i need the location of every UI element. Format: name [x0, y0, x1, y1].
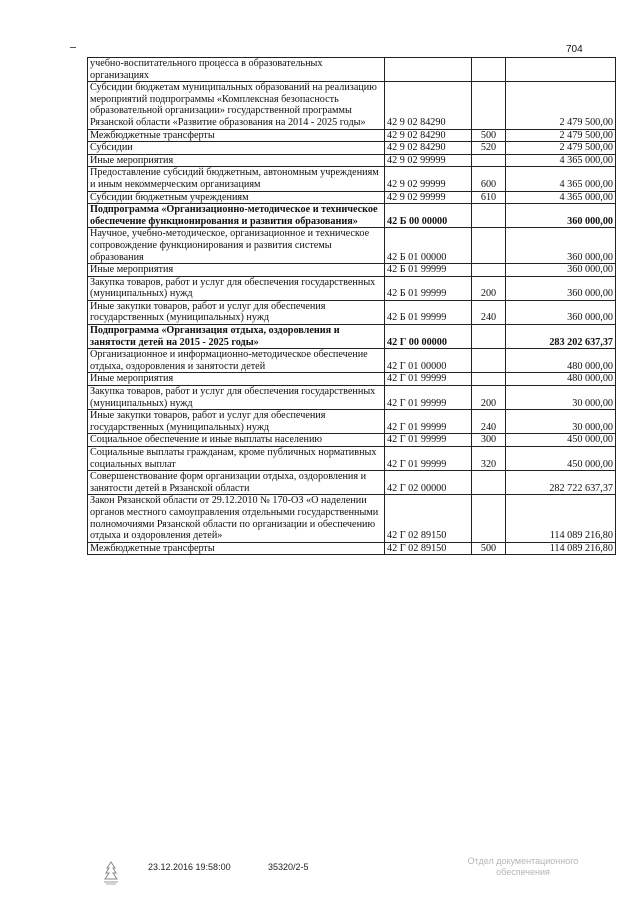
- table-row: [88, 434, 616, 447]
- table-row: [88, 495, 616, 542]
- row-name: Иные закупки товаров, работ и услуг для обеспечения государственных (муниципальных) нужд: [88, 410, 385, 434]
- row-code: 42 Б 01 99999: [385, 264, 472, 277]
- row-code: 42 Г 01 99999: [385, 373, 472, 386]
- row-name: Иные мероприятия: [88, 373, 385, 386]
- row-amount: 30 000,00: [506, 410, 616, 434]
- row-code: 42 Г 00 00000: [385, 325, 472, 349]
- row-code: 42 Г 01 99999: [385, 386, 472, 410]
- row-code: 42 Г 01 99999: [385, 434, 472, 447]
- row-expense-type: 500: [472, 542, 506, 555]
- row-name: Социальные выплаты гражданам, кроме публичных нормативных социальных выплат: [88, 447, 385, 471]
- row-expense-type: [472, 154, 506, 167]
- row-amount: [506, 58, 616, 82]
- row-expense-type: [472, 495, 506, 542]
- page-number: 704: [566, 44, 583, 55]
- table-row: [88, 129, 616, 142]
- row-name: Субсидии бюджетам муниципальных образований на реализацию мероприятий подпрограммы «Комплексная безопасность образовательной организации» государственной программы Рязанской области «Развитие образования на 2014 - 2025 годы»: [88, 82, 385, 129]
- row-name: Организационное и информационно-методическое обеспечение отдыха, оздоровления и занятости детей: [88, 349, 385, 373]
- row-code: 42 Г 01 99999: [385, 410, 472, 434]
- row-name: Межбюджетные трансферты: [88, 129, 385, 142]
- row-expense-type: [472, 349, 506, 373]
- budget-table: [87, 57, 616, 555]
- table-row: [88, 82, 616, 129]
- row-amount: 2 479 500,00: [506, 142, 616, 155]
- row-amount: 2 479 500,00: [506, 82, 616, 129]
- table-row: [88, 373, 616, 386]
- row-name: Научное, учебно-методическое, организационное и техническое сопровождение функционирования и развития системы образования: [88, 228, 385, 264]
- row-amount: 30 000,00: [506, 386, 616, 410]
- row-code: 42 9 02 84290: [385, 129, 472, 142]
- row-expense-type: 240: [472, 300, 506, 324]
- row-expense-type: [472, 82, 506, 129]
- table-row: [88, 142, 616, 155]
- row-expense-type: 200: [472, 276, 506, 300]
- row-name: Подпрограмма «Организационно-методическое и техническое обеспечение функционирования и развития образования»: [88, 204, 385, 228]
- table-row: [88, 276, 616, 300]
- row-expense-type: 240: [472, 410, 506, 434]
- row-expense-type: 200: [472, 386, 506, 410]
- row-code: 42 Б 01 99999: [385, 276, 472, 300]
- footer-date: 23.12.2016 19:58:00: [148, 862, 231, 872]
- row-code: 42 Б 01 99999: [385, 300, 472, 324]
- row-code: 42 Г 02 00000: [385, 471, 472, 495]
- table-row: [88, 349, 616, 373]
- row-code: 42 Г 01 99999: [385, 447, 472, 471]
- row-amount: 4 365 000,00: [506, 191, 616, 204]
- row-amount: 450 000,00: [506, 434, 616, 447]
- row-amount: 114 089 216,80: [506, 542, 616, 555]
- table-row: [88, 154, 616, 167]
- table-row: [88, 300, 616, 324]
- row-expense-type: [472, 264, 506, 277]
- row-name: Совершенствование форм организации отдыха, оздоровления и занятости детей в Рязанской области: [88, 471, 385, 495]
- row-code: 42 9 02 99999: [385, 154, 472, 167]
- row-amount: 4 365 000,00: [506, 167, 616, 191]
- row-amount: 360 000,00: [506, 264, 616, 277]
- row-name: Закон Рязанской области от 29.12.2010 № 170-ОЗ «О наделении органов местного самоуправления отдельными государственными полномочиями Рязанской области по организации и обеспечению отдыха и оздоровления детей»: [88, 495, 385, 542]
- margin-mark: [70, 47, 76, 48]
- table-row: [88, 167, 616, 191]
- row-code: 42 9 02 84290: [385, 82, 472, 129]
- row-expense-type: [472, 58, 506, 82]
- row-name: Иные мероприятия: [88, 154, 385, 167]
- row-name: Иные мероприятия: [88, 264, 385, 277]
- footer-stamp: Отдел документационного обеспечения: [467, 856, 579, 877]
- row-amount: 283 202 637,37: [506, 325, 616, 349]
- row-expense-type: 610: [472, 191, 506, 204]
- table-row: [88, 191, 616, 204]
- row-expense-type: 520: [472, 142, 506, 155]
- row-code: [385, 58, 472, 82]
- row-amount: 4 365 000,00: [506, 154, 616, 167]
- row-expense-type: [472, 471, 506, 495]
- row-expense-type: [472, 228, 506, 264]
- row-expense-type: 320: [472, 447, 506, 471]
- row-amount: 360 000,00: [506, 228, 616, 264]
- table-row: [88, 410, 616, 434]
- row-expense-type: 300: [472, 434, 506, 447]
- row-code: 42 Б 00 00000: [385, 204, 472, 228]
- footer-doc-id: 35320/2-5: [268, 862, 309, 872]
- row-code: 42 Г 02 89150: [385, 495, 472, 542]
- table-row: [88, 542, 616, 555]
- table-row: [88, 325, 616, 349]
- row-code: 42 Б 01 00000: [385, 228, 472, 264]
- row-name: Закупка товаров, работ и услуг для обеспечения государственных (муниципальных) нужд: [88, 276, 385, 300]
- row-amount: 114 089 216,80: [506, 495, 616, 542]
- table-row: [88, 471, 616, 495]
- row-code: 42 9 02 99999: [385, 191, 472, 204]
- row-name: учебно-воспитательного процесса в образовательных организациях: [88, 58, 385, 82]
- row-expense-type: [472, 325, 506, 349]
- row-expense-type: [472, 204, 506, 228]
- row-name: Межбюджетные трансферты: [88, 542, 385, 555]
- row-expense-type: 500: [472, 129, 506, 142]
- row-expense-type: 600: [472, 167, 506, 191]
- row-amount: 360 000,00: [506, 300, 616, 324]
- table-row: [88, 58, 616, 82]
- row-name: Субсидии: [88, 142, 385, 155]
- row-name: Закупка товаров, работ и услуг для обеспечения государственных (муниципальных) нужд: [88, 386, 385, 410]
- row-code: 42 Г 02 89150: [385, 542, 472, 555]
- row-name: Субсидии бюджетным учреждениям: [88, 191, 385, 204]
- table-row: [88, 204, 616, 228]
- emblem-icon: [100, 860, 122, 886]
- row-amount: 480 000,00: [506, 373, 616, 386]
- row-code: 42 9 02 99999: [385, 167, 472, 191]
- table-row: [88, 228, 616, 264]
- row-amount: 360 000,00: [506, 204, 616, 228]
- row-code: 42 Г 01 00000: [385, 349, 472, 373]
- row-amount: 282 722 637,37: [506, 471, 616, 495]
- row-name: Подпрограмма «Организация отдыха, оздоровления и занятости детей на 2015 - 2025 годы»: [88, 325, 385, 349]
- row-name: Иные закупки товаров, работ и услуг для обеспечения государственных (муниципальных) нужд: [88, 300, 385, 324]
- row-expense-type: [472, 373, 506, 386]
- row-amount: 450 000,00: [506, 447, 616, 471]
- table-row: [88, 264, 616, 277]
- row-amount: 360 000,00: [506, 276, 616, 300]
- row-name: Социальное обеспечение и иные выплаты населению: [88, 434, 385, 447]
- table-row: [88, 386, 616, 410]
- row-name: Предоставление субсидий бюджетным, автономным учреждениям и иным некоммерческим организациям: [88, 167, 385, 191]
- row-amount: 480 000,00: [506, 349, 616, 373]
- table-row: [88, 447, 616, 471]
- row-code: 42 9 02 84290: [385, 142, 472, 155]
- row-amount: 2 479 500,00: [506, 129, 616, 142]
